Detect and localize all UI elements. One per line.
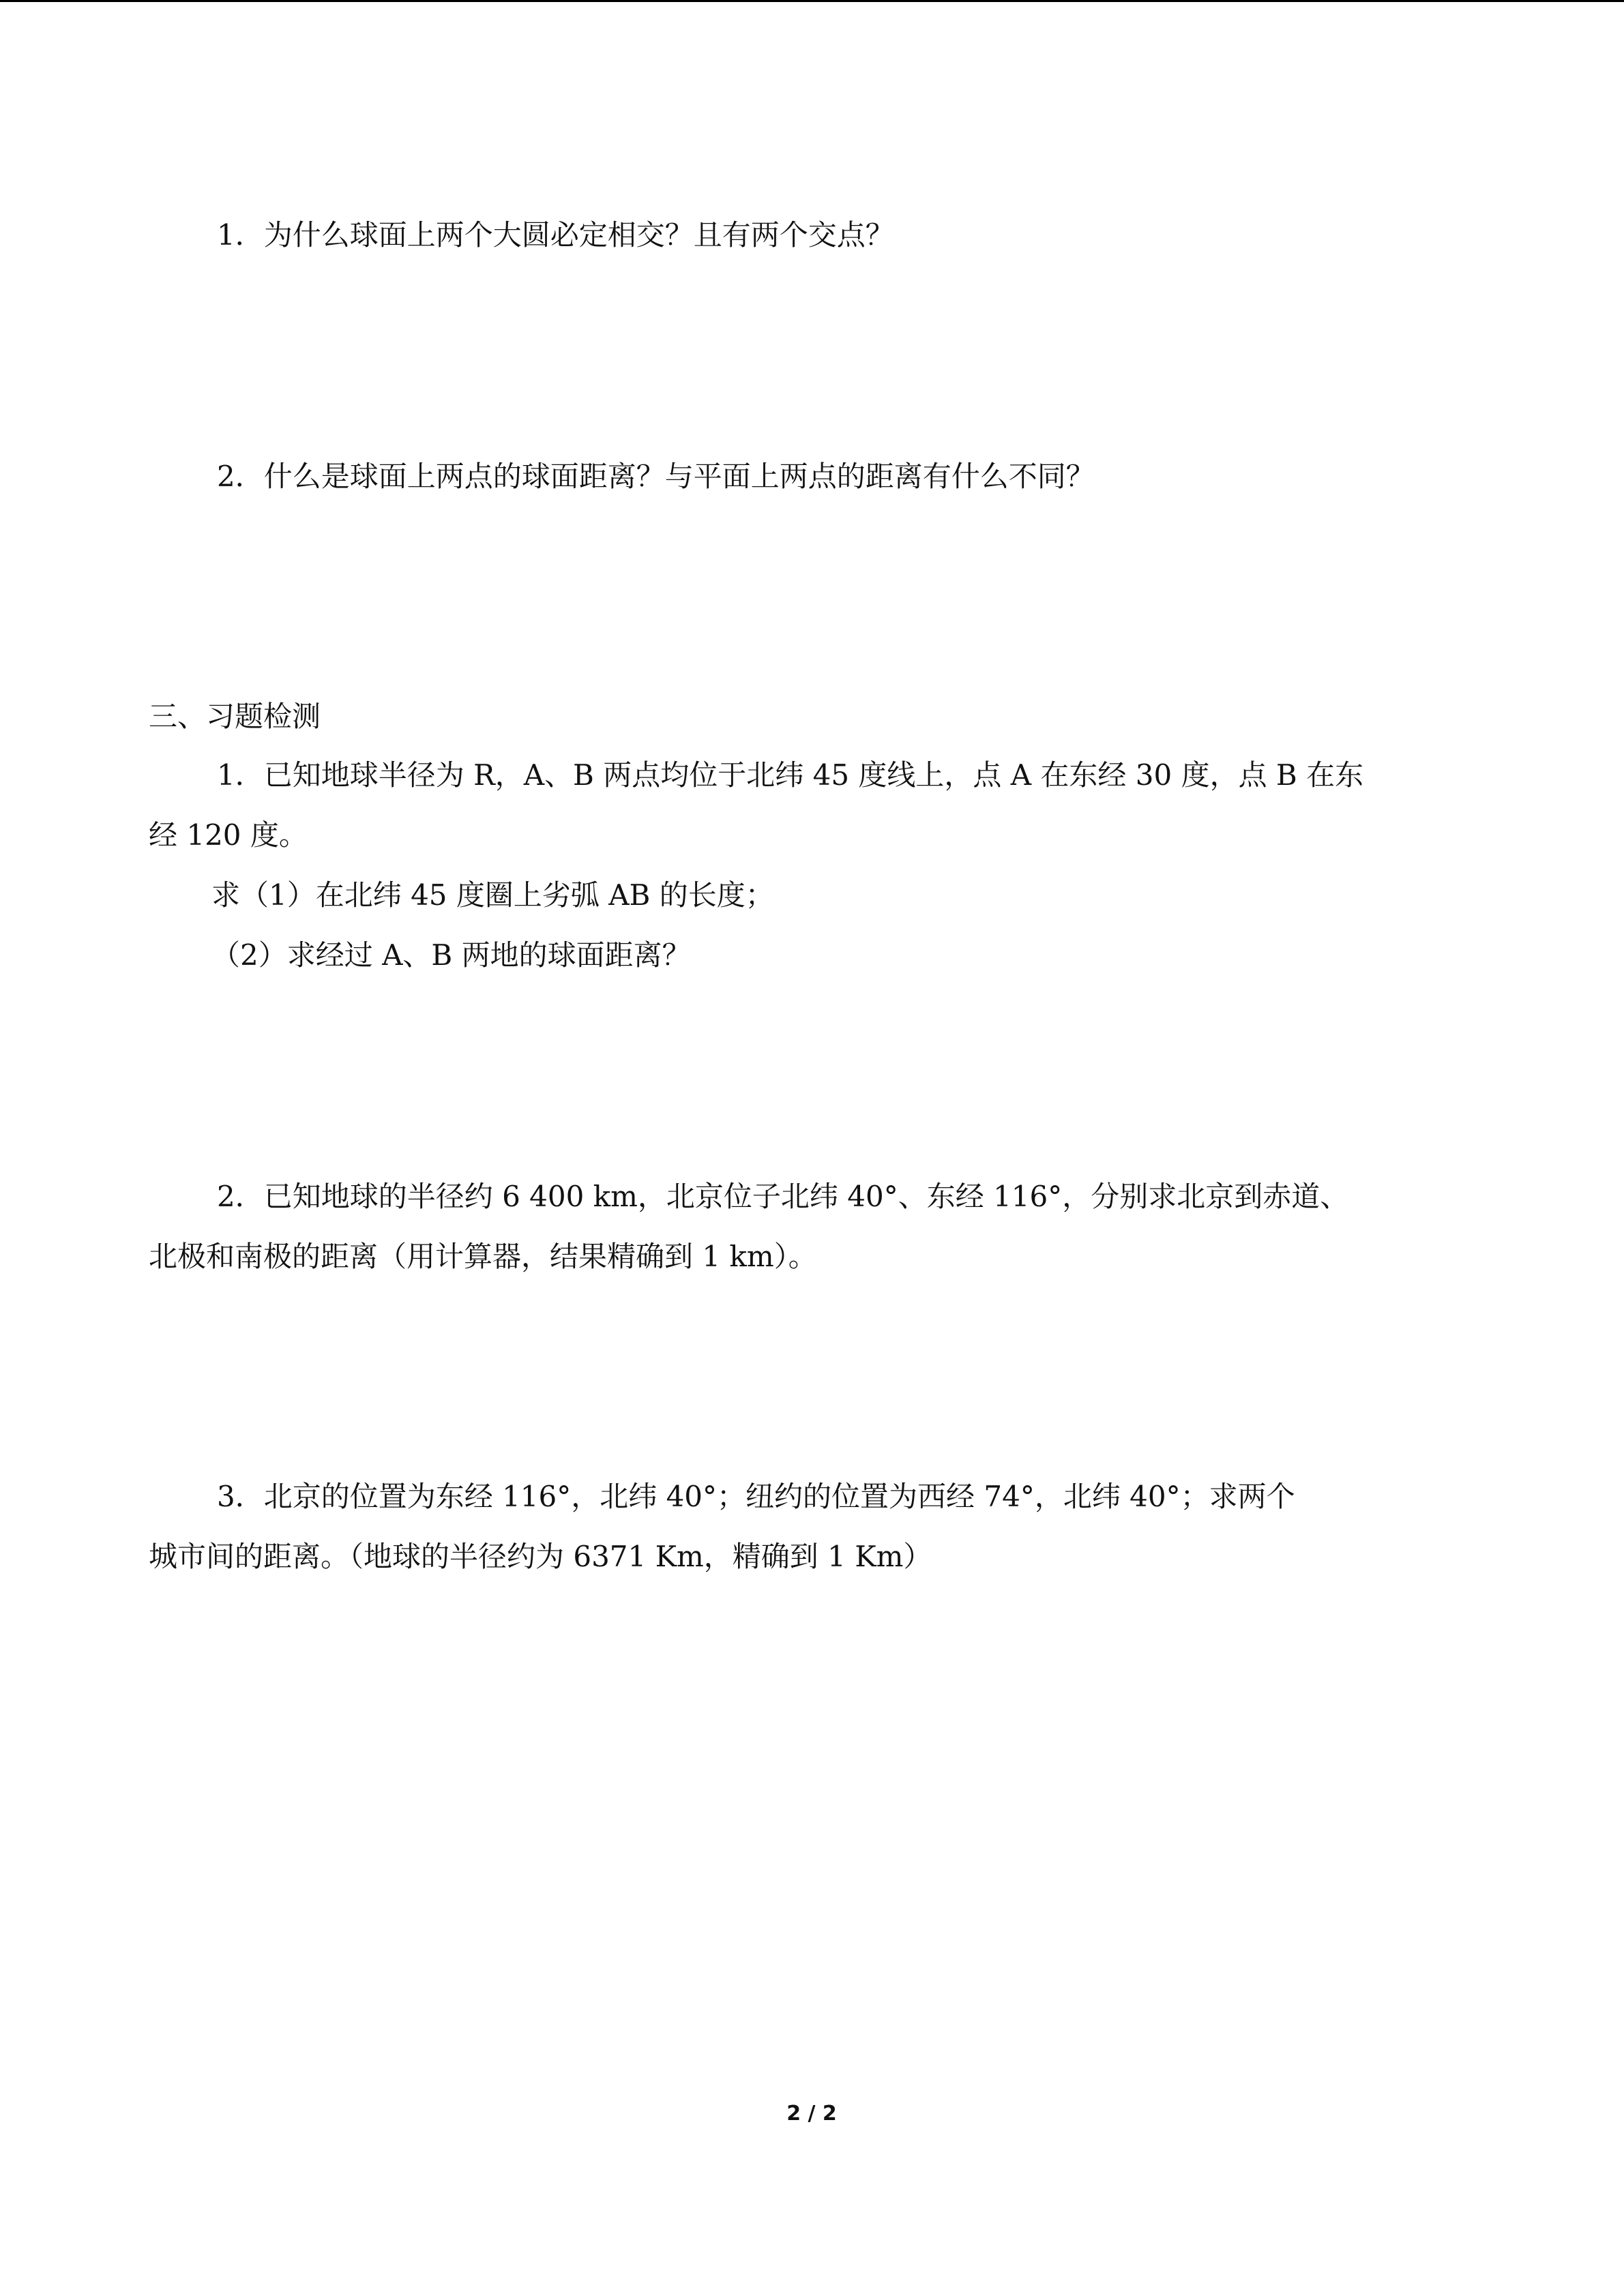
exercise-1-subquestion-2: （2）求经过 A、B 两地的球面距离？ [211, 938, 691, 972]
question-2: 2．什么是球面上两点的球面距离？与平面上两点的距离有什么不同？ [217, 460, 1095, 493]
exercise-1-line-1: 1．已知地球半径为 R，A、B 两点均位于北纬 45 度线上，点 A 在东经 30 度，点 B 在东 [217, 758, 1364, 792]
top-border-line [0, 0, 1624, 2]
exercise-1-line-2: 经 120 度。 [149, 818, 308, 852]
question-1: 1．为什么球面上两个大圆必定相交？且有两个交点？ [217, 218, 894, 252]
exercise-3-line-1: 3．北京的位置为东经 116°，北纬 40°；纽约的位置为西经 74°，北纬 40°；求两个 [217, 1480, 1295, 1513]
exercise-2-line-2: 北极和南极的距离（用计算器，结果精确到 1 km）。 [149, 1240, 817, 1273]
section-title: 三、习题检测 [149, 700, 321, 733]
exercise-1-subquestion-1: 求（1）在北纬 45 度圈上劣弧 AB 的长度； [211, 878, 774, 912]
page-number: 2 / 2 [786, 2102, 837, 2126]
exercise-3-line-2: 城市间的距离。（地球的半径约为 6371 Km，精确到 1 Km） [149, 1540, 932, 1573]
exercise-2-line-1: 2．已知地球的半径约 6 400 km，北京位子北纬 40°、东经 116°，分别求北京到赤道、 [217, 1180, 1349, 1213]
